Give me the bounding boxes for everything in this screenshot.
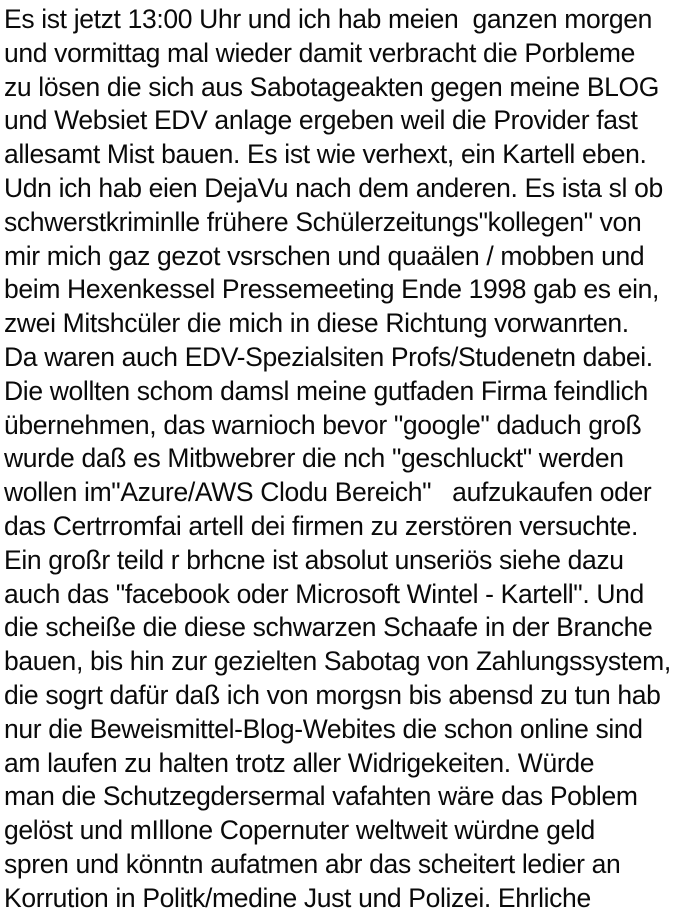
text-line: übernehmen, das warnioch bevor "google" daduch groß	[4, 409, 642, 440]
text-line: die sogrt dafür daß ich von morgsn bis abensd zu tun hab	[4, 679, 661, 710]
text-line: zu lösen die sich aus Sabotageakten gegen meine BLOG	[4, 71, 660, 102]
text-line: wurde daß es Mitbwebrer die nch "geschluckt" werden	[4, 443, 624, 474]
text-line: und Websiet EDV anlage ergeben weil die Provider fast	[4, 105, 638, 136]
text-line: am laufen zu halten trotz aller Widrigekeiten. Würde	[4, 747, 595, 778]
text-line: die scheiße die diese schwarzen Schaafe in der Branche	[4, 612, 653, 643]
text-line: man die Schutzegdersermal vafahten wäre das Poblem	[4, 781, 638, 812]
text-line: auch das "facebook oder Microsoft Wintel - Kartell". Und	[4, 578, 644, 609]
text-line: wollen im"Azure/AWS Clodu Bereich" aufzukaufen oder	[4, 477, 652, 508]
text-line: schwerstkriminlle frühere Schülerzeitungs"kollegen" von	[4, 206, 642, 237]
text-line: Udn ich hab eien DejaVu nach dem anderen. Es ista sl ob	[4, 172, 663, 203]
text-line: nur die Beweismittel-Blog-Webites die schon online sind	[4, 713, 643, 744]
text-line: das Certrromfai artell dei firmen zu zerstören versuchte.	[4, 510, 638, 541]
text-line: zwei Mitshcüler die mich in diese Richtung vorwanrten.	[4, 308, 629, 339]
text-line: bauen, bis hin zur gezielten Sabotag von Zahlungssystem,	[4, 646, 671, 677]
text-line: Korrution in Politk/medine Just und Polizei. Ehrliche	[4, 882, 591, 913]
text-line: mir mich gaz gezot vsrschen und quaälen / mobben und	[4, 240, 645, 271]
text-line: gelöst und mIllone Copernuter weltweit würdne geld	[4, 815, 595, 846]
text-line: beim Hexenkessel Pressemeeting Ende 1998 gab es ein,	[4, 274, 660, 305]
text-line: Ein großr teild r brhcne ist absolut unseriös siehe dazu	[4, 544, 624, 575]
text-line: allesamt Mist bauen. Es ist wie verhext, ein Kartell eben.	[4, 139, 647, 170]
text-line: und vormittag mal wieder damit verbracht die Porbleme	[4, 37, 635, 68]
text-line: Da waren auch EDV-Spezialsiten Profs/Studenetn dabei.	[4, 341, 653, 372]
text-line: Es ist jetzt 13:00 Uhr und ich hab meien ganzen morgen	[4, 4, 653, 34]
text-line: spren und könntn aufatmen abr das scheitert ledier an	[4, 848, 621, 879]
text-line: Die wollten schom damsl meine gutfaden Firma feindlich	[4, 375, 648, 406]
text-body	[4, 3, 684, 916]
